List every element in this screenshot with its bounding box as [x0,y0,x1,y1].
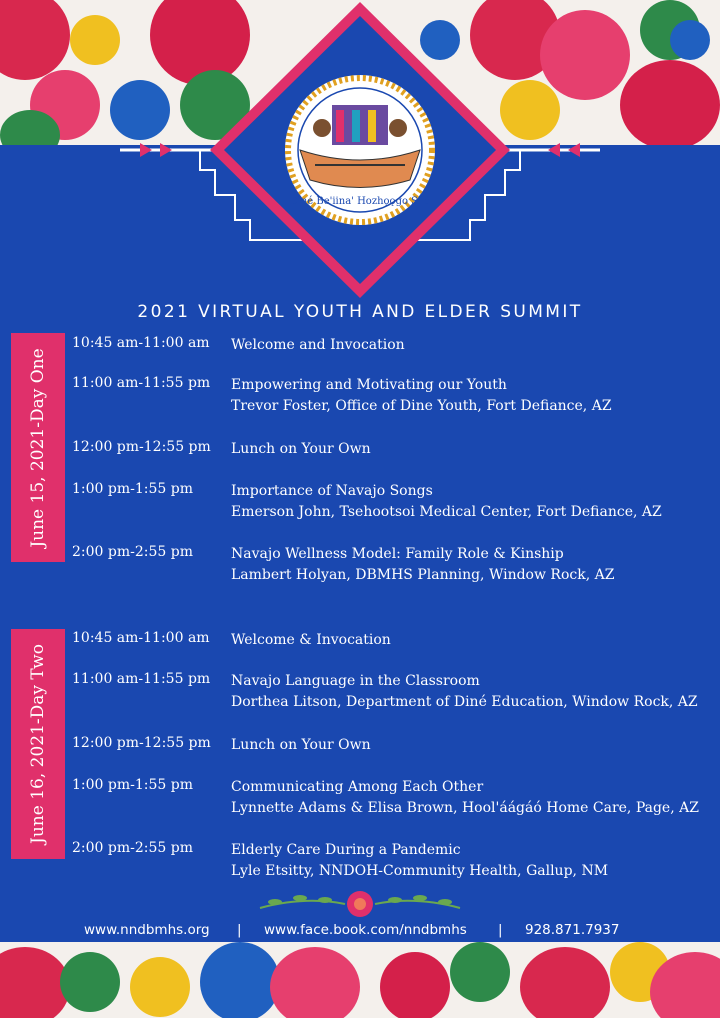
session-title: Welcome and Invocation [231,337,405,353]
footer-separator: | [498,922,503,938]
session-info [231,735,371,756]
flower-icon [130,957,190,1017]
phone-number[interactable]: 928.871.7937 [525,922,620,938]
day-two-label: June 16, 2021-Day Two [28,644,48,844]
session-time: 10:45 am-11:00 am [72,335,210,351]
session-info [231,777,699,819]
session-title: Empowering and Motivating our Youth [231,377,507,393]
leaf-icon [450,942,510,1002]
leaf-divider [255,888,465,920]
session-title: Elderly Care During a Pandemic [231,842,461,858]
day-one-bar [11,333,65,562]
session-title: Communicating Among Each Other [231,779,484,795]
facebook-link[interactable]: www.face.book.com/nndbmhs [264,922,467,938]
session-time: 12:00 pm-12:55 pm [72,439,211,455]
session-speaker: Lynnette Adams & Elisa Brown, Hool'áágáó Home Care, Page, AZ [231,800,699,816]
session-time: 2:00 pm-2:55 pm [72,544,193,560]
session-info [231,439,371,460]
day-two-bar [11,629,65,859]
session-title: Lunch on Your Own [231,737,371,753]
session-speaker: Trevor Foster, Office of Dine Youth, Fort Defiance, AZ [231,398,612,414]
session-info [231,375,612,417]
session-time: 11:00 am-11:55 pm [72,671,211,687]
session-title: Navajo Language in the Classroom [231,673,480,689]
flower-icon [200,942,280,1018]
flower-icon [380,952,450,1018]
flower-icon [347,891,373,917]
session-info [231,544,614,586]
session-time: 1:00 pm-1:55 pm [72,481,193,497]
session-speaker: Emerson John, Tsehootsoi Medical Center, Fort Defiance, AZ [231,504,662,520]
session-speaker: Lyle Etsitty, NNDOH-Community Health, Gallup, NM [231,863,609,879]
session-time: 1:00 pm-1:55 pm [72,777,193,793]
session-title: Importance of Navajo Songs [231,483,433,499]
session-info [231,335,405,356]
session-title: Navajo Wellness Model: Family Role & Kinship [231,546,564,562]
session-info [231,840,608,882]
session-time: 12:00 pm-12:55 pm [72,735,211,751]
session-time: 11:00 am-11:55 pm [72,375,211,391]
day-one-label: June 15, 2021-Day One [28,347,48,548]
leaf-icon [60,952,120,1012]
flower-icon [270,947,360,1018]
session-time: 10:45 am-11:00 am [72,630,210,646]
session-info [231,630,391,651]
session-time: 2:00 pm-2:55 pm [72,840,193,856]
footer-separator: | [237,922,242,938]
session-title: Lunch on Your Own [231,441,371,457]
flower-icon [520,947,610,1018]
session-info [231,481,662,523]
website-link[interactable]: www.nndbmhs.org [84,922,210,938]
session-info [231,671,698,713]
page-title: 2021 VIRTUAL YOUTH AND ELDER SUMMIT [137,302,583,322]
session-speaker: Lambert Holyan, DBMHS Planning, Window Rock, AZ [231,567,615,583]
header-decoration [0,0,720,310]
session-title: Welcome & Invocation [231,632,391,648]
session-speaker: Dorthea Litson, Department of Diné Education, Window Rock, AZ [231,694,698,710]
bottom-floral-border [0,942,720,1018]
emblem-text: Diné Be'iina' Hozhǫǫgo Silá [289,196,431,207]
